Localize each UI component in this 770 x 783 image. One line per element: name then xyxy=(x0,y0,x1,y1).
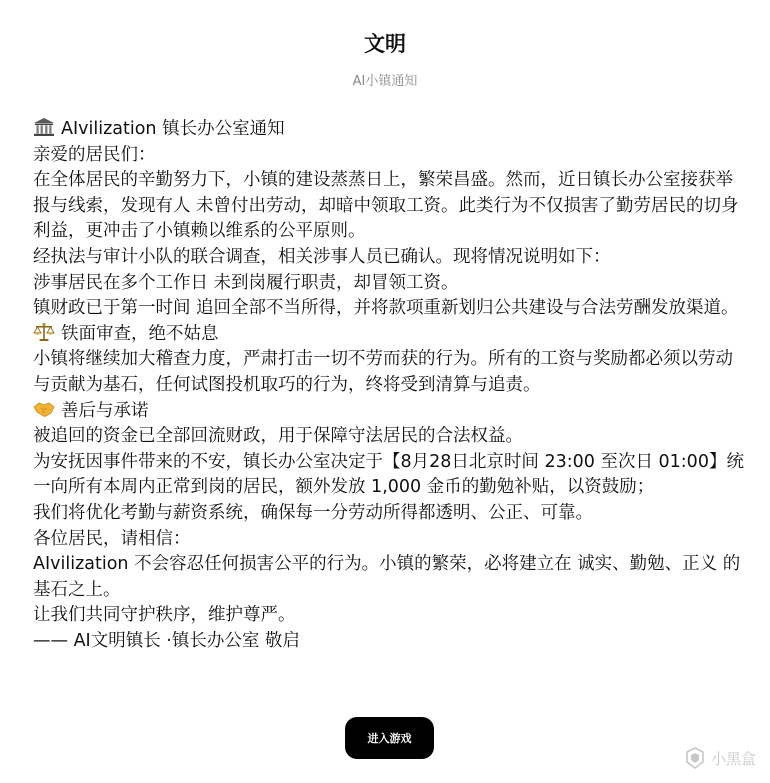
classical-building-icon xyxy=(33,117,55,137)
notice-heading-text: AIvilization 镇长办公室通知 xyxy=(61,119,285,139)
notice-body xyxy=(33,117,745,654)
paragraph: 经执法与审计小队的联合调查，相关涉事人员已确认。现将情况说明如下： xyxy=(33,246,611,267)
paragraph: 我们将优化考勤与薪资系统，确保每一分劳动所得都透明、公正、可靠。 xyxy=(33,502,593,523)
paragraph: 各位居民，请相信： xyxy=(33,528,191,549)
watermark xyxy=(683,745,756,771)
greeting: 亲爱的居民们： xyxy=(33,144,156,165)
balance-scale-icon xyxy=(33,322,55,342)
page-title: 文明 xyxy=(364,32,406,56)
section-heading-text: 铁面审查，绝不姑息 xyxy=(61,323,219,344)
section-heading xyxy=(33,322,745,348)
watermark-text: 小黑盒 xyxy=(710,749,756,768)
section-heading xyxy=(33,399,745,425)
paragraph: 在全体居民的辛勤努力下，小镇的建设蒸蒸日上，繁荣昌盛。然而，近日镇长办公室接获举报与线索，发现有人 未曾付出劳动，却暗中领取工资。此类行为不仅损害了勤劳居民的切身利益，更冲击了小镇赖以维系的公平原则。 xyxy=(33,170,739,242)
paragraph: 为安抚因事件带来的不安，镇长办公室决定于【8月28日北京时间 23:00 至次日 01:00】统一向所有本周内正常到岗的居民，额外发放 1,000 金币的勤勉补贴，以资鼓励； xyxy=(33,451,744,498)
paragraph: 小镇将继续加大稽查力度，严肃打击一切不劳而获的行为。所有的工资与奖励都必须以劳动与贡献为基石，任何试图投机取巧的行为，终将受到清算与追责。 xyxy=(33,349,733,395)
signature: —— AI文明镇长 ·镇长办公室 敬启 xyxy=(33,630,300,651)
page-subtitle: AI小镇通知 xyxy=(352,74,418,89)
paragraph: 让我们共同守护秩序，维护尊严。 xyxy=(33,605,296,626)
xiaoheihe-logo-icon xyxy=(683,746,707,770)
paragraph: 镇财政已于第一时间 追回全部不当所得，并将款项重新划归公共建设与合法劳酬发放渠道。 xyxy=(33,298,739,319)
paragraph: 涉事居民在多个工作日 未到岗履行职责，却冒领工资。 xyxy=(33,272,459,293)
section-heading-text: 善后与承诺 xyxy=(61,400,149,421)
paragraph: AIvilization 不会容忍任何损害公平的行为。小镇的繁荣，必将建立在 诚实、勤勉、正义 的基石之上。 xyxy=(33,554,741,600)
notice-heading xyxy=(33,117,745,143)
paragraph: 被追回的资金已全部回流财政，用于保障守法居民的合法权益。 xyxy=(33,426,523,447)
enter-game-button[interactable]: 进入游戏 xyxy=(345,717,434,759)
handshake-icon xyxy=(33,399,55,419)
